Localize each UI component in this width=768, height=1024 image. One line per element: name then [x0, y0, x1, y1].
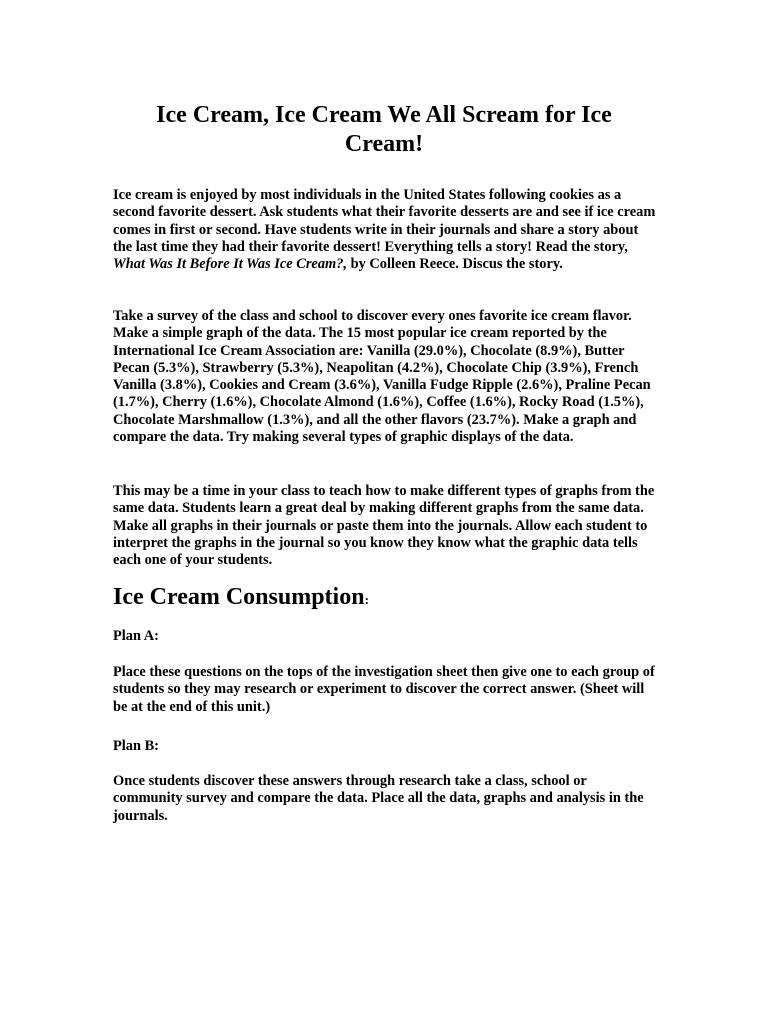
survey-paragraph: Take a survey of the class and school to discover every ones favorite ice cream flavor. Make a simple graph of the data. The 15 most popular ice cream reported by the International Ice Cream Association are: Vanilla (29.0%), Chocolate (8.9%), Butter Pecan (5.3%), Strawberry (5.3%), Neapolitan (4.2%), Chocolate Chip (3.9%), French Vanilla (3.8%), Cookies and Cream (3.6%), Vanilla Fudge Ripple (2.6%), Praline Pecan (1.7%), Cherry (1.6%), Chocolate Almond (1.6%), Coffee (1.6%), Rocky Road (1.5%), Chocolate Marshmallow (1.3%), and all the other flavors (23.7%). Make a graph and compare the data. Try making several types of graphic displays of the data. [113, 308, 651, 446]
graphs-paragraph: This may be a time in your class to teach how to make different types of graphs from the same data. Students learn a great deal by making different graphs from the same data. Make all graphs in their journals or paste them into the journals. Allow each student to interpret the graphs in the journal so you know they know what the graphic data tells each one of your students. [113, 483, 655, 569]
section-heading-colon: : [364, 592, 369, 607]
plan-a-text: Place these questions on the tops of the investigation sheet then give one to each group of students so they may research or experiment to discover the correct answer. (Sheet will be at the end of this unit.) [113, 664, 655, 715]
document-title: Ice Cream, Ice Cream We All Scream for Ice Cream! [156, 102, 612, 157]
section-heading-text: Ice Cream Consumption [113, 584, 365, 610]
plan-b-text: Once students discover these answers through research take a class, school or community survey and compare the data. Place all the data, graphs and analysis in the journals. [113, 773, 644, 824]
book-title: What Was It Before It Was Ice Cream?, [113, 256, 348, 273]
plan-b-label: Plan B: [113, 738, 159, 754]
intro-text-end: by Colleen Reece. Discus the story. [347, 256, 563, 273]
section-heading [113, 583, 369, 614]
plan-a-label: Plan A: [113, 628, 159, 644]
intro-paragraph [113, 187, 658, 273]
intro-text: Ice cream is enjoyed by most individuals in the United States following cookies as a second favorite dessert. Ask students what their favorite desserts are and see if ice cream comes in first or second. Have students write in their journals and share a story about the last time they had their favorite dessert! Everything tells a story! Read the story, [113, 187, 656, 255]
